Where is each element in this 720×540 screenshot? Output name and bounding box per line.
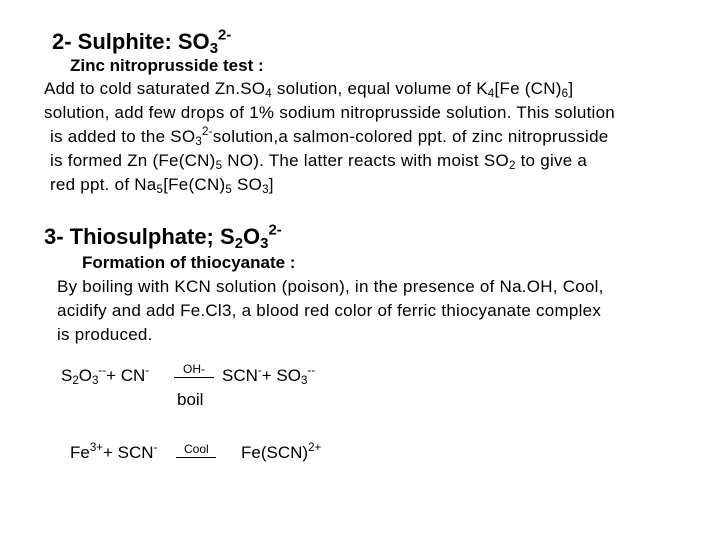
equation-1-arrow-label: OH- <box>183 362 205 376</box>
zinc-nitroprusside-subheading: Zinc nitroprusside test : <box>70 56 264 75</box>
sulphite-text-line-3: is added to the $SO_3^{2-}solution,a$ salmon-colored ppt. of zinc nitroprusside <box>50 125 609 149</box>
sulphite-text-line-4: is formed Zn ($Fe(CN)_5$ NO). The latter reacts with moist $SO_2$ to give a <box>50 151 588 173</box>
sulphite-text-line-1: Add to cold saturated $Zn.SO_4$ solution, equal volume of $K_4[Fe$ $(CN)_6$] <box>44 79 574 101</box>
equation-2-products: Fe(SCN)$^{2+}$ <box>241 441 322 462</box>
thiosulphate-text-line-2: acidify and add Fe.Cl3, a blood red color of ferric thiocyanate complex <box>57 301 602 320</box>
equation-1-condition: boil <box>177 390 204 409</box>
equation-2-arrow-label: Cool <box>184 442 209 456</box>
equation-1-products: $SCN^-+ SO_3^{--}$ <box>222 364 316 388</box>
equation-2-arrow <box>176 457 216 458</box>
thiosulphate-heading: 3- Thiosulphate; $S_2O_3^{2-}$ <box>44 221 282 253</box>
equation-2-reactants: $Fe^{3+}+ SCN^-$ <box>70 441 158 462</box>
equation-1-arrow <box>174 377 214 378</box>
equation-1-reactants: $S_2O_3^{--}+ CN^-$ <box>61 364 150 388</box>
thiocyanate-subheading: Formation of thiocyanate : <box>82 253 296 272</box>
thiosulphate-text-line-1: By boiling with KCN solution (poison), in the presence of Na.OH, Cool, <box>57 277 604 296</box>
sulphite-heading: 2- Sulphite: $SO_3^{2-}$ <box>52 26 232 58</box>
sulphite-text-line-2: solution, add few drops of 1% sodium nitroprusside solution. This solution <box>44 103 615 122</box>
thiosulphate-text-line-3: is produced. <box>57 325 153 344</box>
sulphite-text-line-5: red ppt. of $Na_5[Fe(CN)_5$ $SO_3$] <box>50 175 274 197</box>
